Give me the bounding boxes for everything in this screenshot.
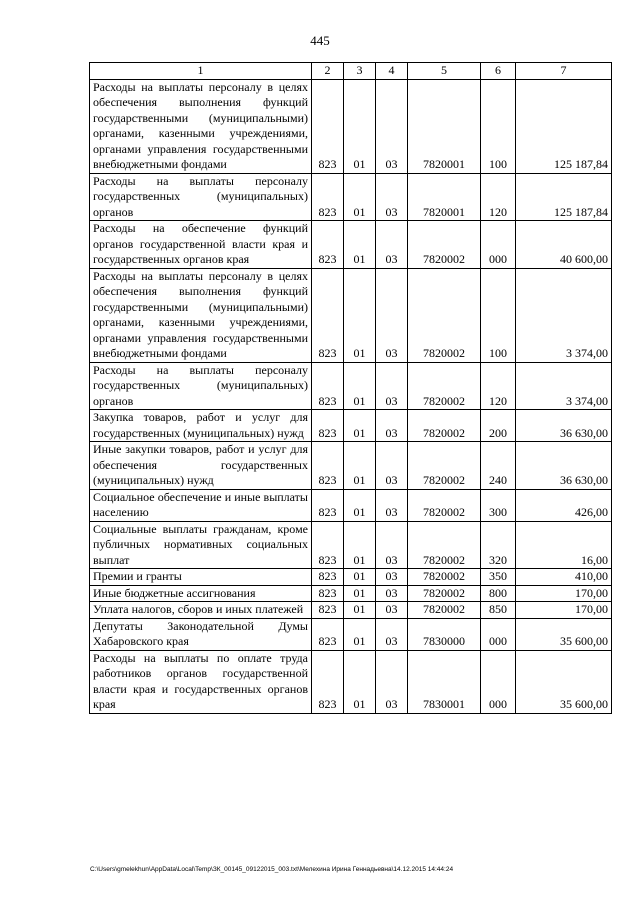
budget-table bbox=[89, 62, 612, 714]
ministry-code-cell: 823 bbox=[312, 650, 344, 713]
header-cell: 4 bbox=[376, 63, 408, 80]
subsection-cell: 03 bbox=[376, 618, 408, 650]
file-path-footer: C:\Users\gmelekhun\AppData\Local\Temp\ЗК_00145_09122015_003.txt\Мелехина Ирина Геннадьевна\14.12.2015 14:44:24 bbox=[90, 866, 454, 873]
table-row bbox=[90, 489, 612, 521]
expense-type-cell: 300 bbox=[481, 489, 516, 521]
target-article-cell: 7830000 bbox=[408, 618, 481, 650]
amount-cell: 35 600,00 bbox=[516, 650, 612, 713]
ministry-code-cell: 823 bbox=[312, 489, 344, 521]
header-cell: 6 bbox=[481, 63, 516, 80]
table-body bbox=[90, 63, 612, 714]
table-row bbox=[90, 268, 612, 362]
expense-type-cell: 240 bbox=[481, 442, 516, 490]
table-row bbox=[90, 585, 612, 602]
table-row bbox=[90, 410, 612, 442]
target-article-cell: 7830001 bbox=[408, 650, 481, 713]
expense-name-cell: Иные закупки товаров, работ и услуг для обеспечения государственных (муниципальных) нужд bbox=[90, 442, 312, 490]
table-row bbox=[90, 618, 612, 650]
target-article-cell: 7820002 bbox=[408, 362, 481, 410]
amount-cell: 16,00 bbox=[516, 521, 612, 569]
expense-name-cell: Расходы на выплаты по оплате труда работников органов государственной власти края и государственных органов края bbox=[90, 650, 312, 713]
section-cell: 01 bbox=[344, 173, 376, 221]
amount-cell: 3 374,00 bbox=[516, 268, 612, 362]
target-article-cell: 7820002 bbox=[408, 442, 481, 490]
table-row bbox=[90, 221, 612, 269]
header-cell: 7 bbox=[516, 63, 612, 80]
subsection-cell: 03 bbox=[376, 79, 408, 173]
header-cell: 2 bbox=[312, 63, 344, 80]
amount-cell: 170,00 bbox=[516, 585, 612, 602]
amount-cell: 125 187,84 bbox=[516, 79, 612, 173]
table-row bbox=[90, 569, 612, 586]
expense-name-cell: Расходы на выплаты персоналу в целях обеспечения выполнения функций государственными (муниципальными) органами, казенными учреждениями, органами управления государственными внебюджетными фондами bbox=[90, 79, 312, 173]
expense-type-cell: 100 bbox=[481, 79, 516, 173]
page-number: 445 bbox=[310, 33, 330, 48]
ministry-code-cell: 823 bbox=[312, 569, 344, 586]
subsection-cell: 03 bbox=[376, 173, 408, 221]
subsection-cell: 03 bbox=[376, 521, 408, 569]
amount-cell: 35 600,00 bbox=[516, 618, 612, 650]
expense-name-cell: Уплата налогов, сборов и иных платежей bbox=[90, 602, 312, 619]
target-article-cell: 7820002 bbox=[408, 268, 481, 362]
ministry-code-cell: 823 bbox=[312, 362, 344, 410]
amount-cell: 125 187,84 bbox=[516, 173, 612, 221]
expense-type-cell: 200 bbox=[481, 410, 516, 442]
amount-cell: 410,00 bbox=[516, 569, 612, 586]
expense-type-cell: 800 bbox=[481, 585, 516, 602]
expense-name-cell: Социальные выплаты гражданам, кроме публичных нормативных социальных выплат bbox=[90, 521, 312, 569]
target-article-cell: 7820001 bbox=[408, 173, 481, 221]
expense-type-cell: 320 bbox=[481, 521, 516, 569]
target-article-cell: 7820002 bbox=[408, 569, 481, 586]
table-row bbox=[90, 521, 612, 569]
section-cell: 01 bbox=[344, 602, 376, 619]
amount-cell: 3 374,00 bbox=[516, 362, 612, 410]
target-article-cell: 7820001 bbox=[408, 79, 481, 173]
amount-cell: 426,00 bbox=[516, 489, 612, 521]
subsection-cell: 03 bbox=[376, 569, 408, 586]
section-cell: 01 bbox=[344, 569, 376, 586]
ministry-code-cell: 823 bbox=[312, 268, 344, 362]
subsection-cell: 03 bbox=[376, 602, 408, 619]
subsection-cell: 03 bbox=[376, 650, 408, 713]
ministry-code-cell: 823 bbox=[312, 521, 344, 569]
expense-name-cell: Расходы на выплаты персоналу государственных (муниципальных) органов bbox=[90, 362, 312, 410]
section-cell: 01 bbox=[344, 650, 376, 713]
target-article-cell: 7820002 bbox=[408, 221, 481, 269]
amount-cell: 36 630,00 bbox=[516, 410, 612, 442]
ministry-code-cell: 823 bbox=[312, 79, 344, 173]
section-cell: 01 bbox=[344, 268, 376, 362]
table-row bbox=[90, 173, 612, 221]
expense-name-cell: Премии и гранты bbox=[90, 569, 312, 586]
ministry-code-cell: 823 bbox=[312, 221, 344, 269]
subsection-cell: 03 bbox=[376, 410, 408, 442]
ministry-code-cell: 823 bbox=[312, 585, 344, 602]
section-cell: 01 bbox=[344, 442, 376, 490]
section-cell: 01 bbox=[344, 521, 376, 569]
target-article-cell: 7820002 bbox=[408, 585, 481, 602]
amount-cell: 36 630,00 bbox=[516, 442, 612, 490]
target-article-cell: 7820002 bbox=[408, 489, 481, 521]
ministry-code-cell: 823 bbox=[312, 442, 344, 490]
table-row bbox=[90, 602, 612, 619]
expense-type-cell: 120 bbox=[481, 173, 516, 221]
target-article-cell: 7820002 bbox=[408, 521, 481, 569]
table-row bbox=[90, 442, 612, 490]
amount-cell: 40 600,00 bbox=[516, 221, 612, 269]
expense-type-cell: 000 bbox=[481, 618, 516, 650]
expense-type-cell: 000 bbox=[481, 221, 516, 269]
section-cell: 01 bbox=[344, 489, 376, 521]
expense-name-cell: Расходы на выплаты персоналу государственных (муниципальных) органов bbox=[90, 173, 312, 221]
ministry-code-cell: 823 bbox=[312, 602, 344, 619]
subsection-cell: 03 bbox=[376, 585, 408, 602]
header-cell: 3 bbox=[344, 63, 376, 80]
table-header-row bbox=[90, 63, 612, 80]
subsection-cell: 03 bbox=[376, 221, 408, 269]
expense-name-cell: Иные бюджетные ассигнования bbox=[90, 585, 312, 602]
amount-cell: 170,00 bbox=[516, 602, 612, 619]
expense-name-cell: Депутаты Законодательной Думы Хабаровского края bbox=[90, 618, 312, 650]
subsection-cell: 03 bbox=[376, 268, 408, 362]
expense-name-cell: Социальное обеспечение и иные выплаты населению bbox=[90, 489, 312, 521]
table-row bbox=[90, 362, 612, 410]
subsection-cell: 03 bbox=[376, 489, 408, 521]
section-cell: 01 bbox=[344, 410, 376, 442]
table-row bbox=[90, 79, 612, 173]
expense-name-cell: Расходы на обеспечение функций органов государственной власти края и государственных органов края bbox=[90, 221, 312, 269]
header-cell: 1 bbox=[90, 63, 312, 80]
expense-name-cell: Расходы на выплаты персоналу в целях обеспечения выполнения функций государственными (муниципальными) органами, казенными учреждениями, органами управления государственными внебюджетными фондами bbox=[90, 268, 312, 362]
expense-type-cell: 100 bbox=[481, 268, 516, 362]
ministry-code-cell: 823 bbox=[312, 618, 344, 650]
table-row bbox=[90, 650, 612, 713]
subsection-cell: 03 bbox=[376, 442, 408, 490]
section-cell: 01 bbox=[344, 221, 376, 269]
expense-type-cell: 000 bbox=[481, 650, 516, 713]
expense-type-cell: 350 bbox=[481, 569, 516, 586]
section-cell: 01 bbox=[344, 618, 376, 650]
target-article-cell: 7820002 bbox=[408, 602, 481, 619]
section-cell: 01 bbox=[344, 362, 376, 410]
expense-name-cell: Закупка товаров, работ и услуг для государственных (муниципальных) нужд bbox=[90, 410, 312, 442]
header-cell: 5 bbox=[408, 63, 481, 80]
section-cell: 01 bbox=[344, 79, 376, 173]
subsection-cell: 03 bbox=[376, 362, 408, 410]
expense-type-cell: 120 bbox=[481, 362, 516, 410]
section-cell: 01 bbox=[344, 585, 376, 602]
ministry-code-cell: 823 bbox=[312, 410, 344, 442]
expense-type-cell: 850 bbox=[481, 602, 516, 619]
target-article-cell: 7820002 bbox=[408, 410, 481, 442]
ministry-code-cell: 823 bbox=[312, 173, 344, 221]
